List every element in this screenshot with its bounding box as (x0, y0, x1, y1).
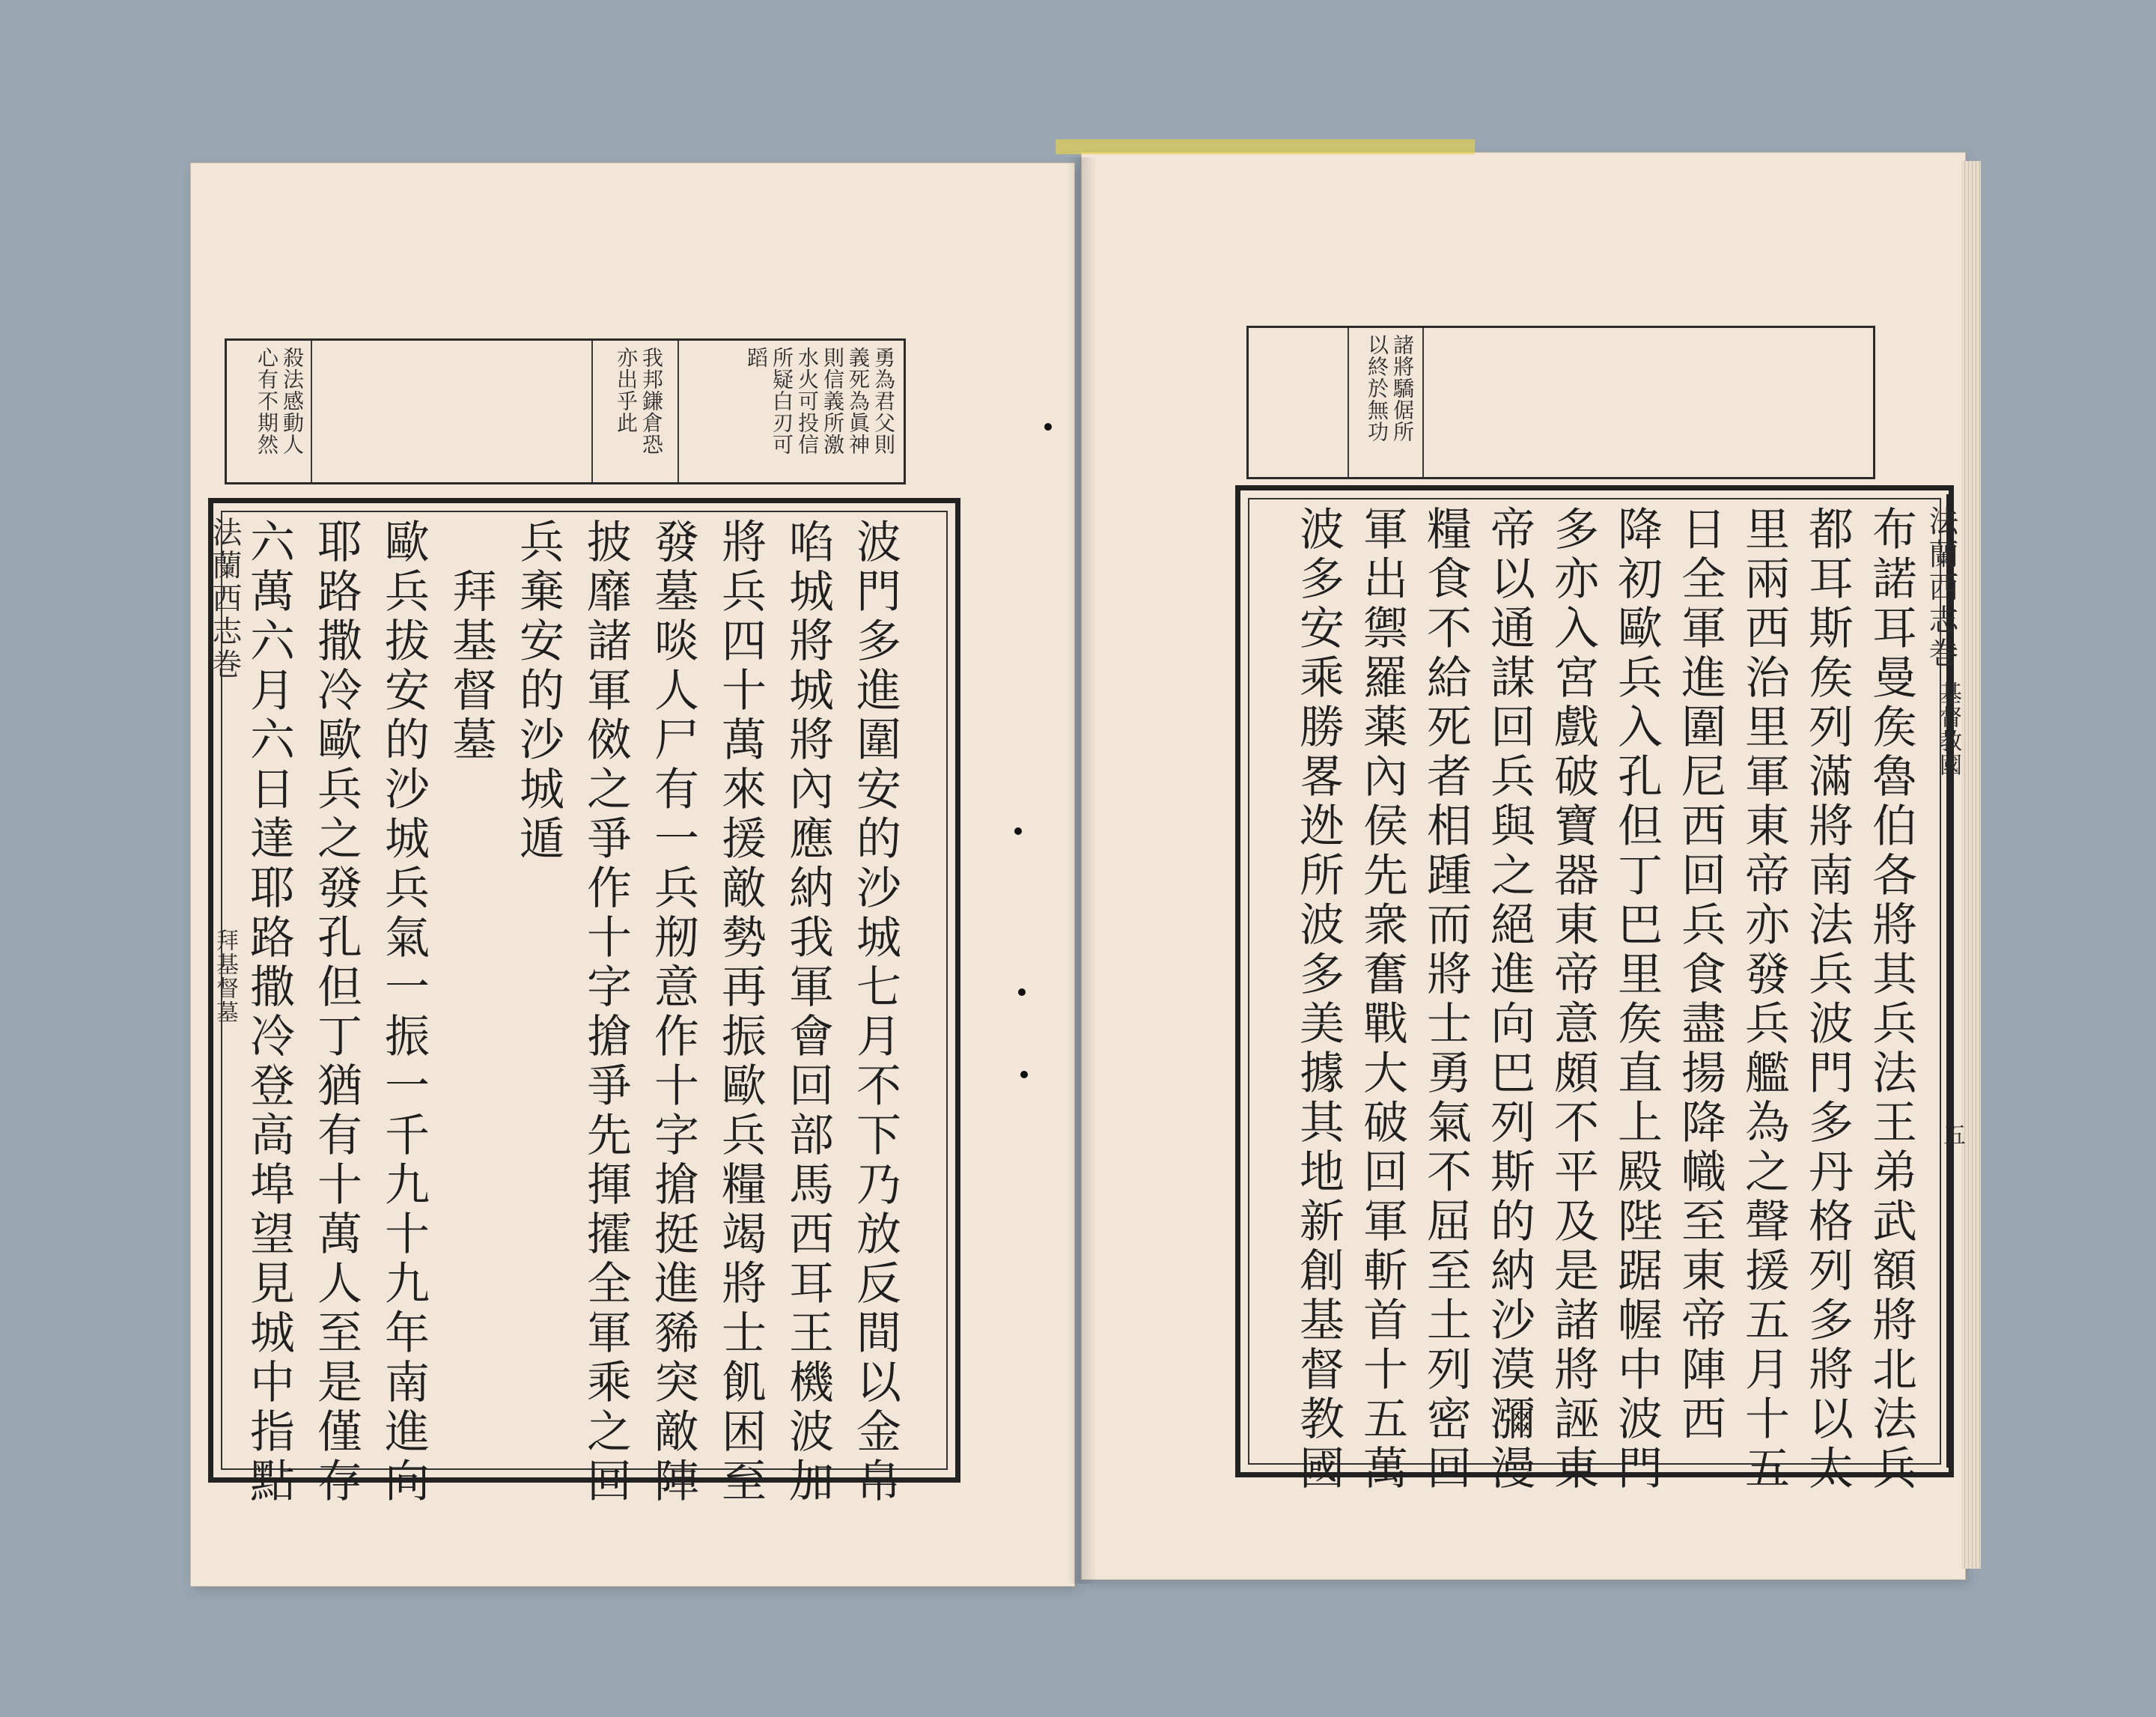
binding-hole (1018, 988, 1026, 996)
left-column-5: 披靡諸軍傚之爭作十字搶爭先揮攉全軍乘之回 (579, 518, 632, 1507)
left-running-title: 法蘭西志巻 (207, 517, 242, 681)
right-running-subtitle: 基督教國 (1935, 681, 1961, 777)
right-column-6: 多亦入宮戲破寶器東帝意頗不平及是諸將誣東 (1547, 505, 1599, 1494)
right-column-5: 降初歐兵入孔但丁巴里矦直上殿陛踞幄中波門 (1610, 505, 1663, 1494)
right-head-note-box (1246, 326, 1875, 479)
right-column-10: 波多安乘勝畧迯所波多美據其地新創基督教國 (1292, 505, 1345, 1494)
left-column-8: 歐兵拔安的沙城兵氣一振一千九十九年南進向 (377, 518, 430, 1507)
left-column-4: 發墓啖人尸有一兵剏意作十字搶挺進豨突敵陣 (647, 518, 699, 1507)
left-head-note-2: 我邦鎌倉恐 亦出乎此 (614, 347, 664, 455)
right-column-8: 糧食不給死者相踵而將士勇氣不屈至土列密回 (1419, 505, 1472, 1494)
right-column-7: 帝以通謀回兵與之絕進向巴列斯的納沙漠瀰漫 (1483, 505, 1535, 1494)
left-column-10: 六萬六月六日達耶路撒冷登高埠望見城中指點 (243, 518, 295, 1507)
right-text-frame (1235, 485, 1954, 1494)
right-column-1: 布諾耳曼矦魯伯各將其兵法王弟武額將北法兵 (1865, 505, 1917, 1494)
left-column-9: 耶路撒冷歐兵之發孔但丁猶有十萬人至是僅存 (310, 518, 362, 1507)
left-column-6: 兵棄安的沙城遁 (512, 518, 564, 864)
binding-hole (1014, 827, 1022, 835)
binding-tape (1056, 139, 1475, 154)
right-column-3: 里兩西治里軍東帝亦發兵艦為之聲援五月十五 (1738, 505, 1790, 1494)
left-text-frame (208, 498, 960, 1507)
left-column-2: 啗城將城將內應納我軍會回部馬西耳王機波加 (782, 518, 834, 1507)
left-column-3: 將兵四十萬來援敵勢再振歐兵糧竭將士飢困至 (714, 518, 767, 1507)
left-head-note-divider (677, 341, 679, 482)
right-head-note-0: 諸將驕倨所 以終於無功 (1365, 334, 1415, 443)
left-column-1: 波門多進圍安的沙城七月不下乃放反間以金帛 (849, 518, 901, 1507)
left-head-note-divider (591, 341, 593, 482)
left-head-note-0: 殺法感動人 心有不期然 (255, 347, 305, 455)
left-head-note-1: 勇為君父則 義死為眞神 則信義所激 水火可投信 所疑白刃可 蹈 (744, 347, 896, 455)
left-column-7: 拜基督墓 (445, 518, 497, 765)
right-column-2: 都耳斯矦列滿將南法兵波門多丹格列多將以太 (1801, 505, 1854, 1494)
left-running-subtitle: 拜基督墓 (212, 929, 238, 1024)
right-column-9: 軍出禦羅薬內侯先衆奮戰大破回軍斬首十五萬 (1356, 505, 1408, 1494)
left-head-note-divider (311, 341, 312, 482)
right-column-4: 日全軍進圍尼西回兵食盡揚降幟至東帝陣西 (1674, 505, 1726, 1444)
binding-hole (1020, 1071, 1028, 1078)
page-edge-stack (1961, 161, 1981, 1569)
page-number: 五 (1939, 1123, 1965, 1147)
right-running-title: 法蘭西志巻 (1924, 505, 1958, 670)
right-head-note-divider (1422, 328, 1424, 477)
book-gutter (1067, 157, 1097, 1584)
binding-hole (1044, 423, 1052, 431)
left-head-note-box (225, 338, 906, 484)
right-head-note-divider (1348, 328, 1349, 477)
